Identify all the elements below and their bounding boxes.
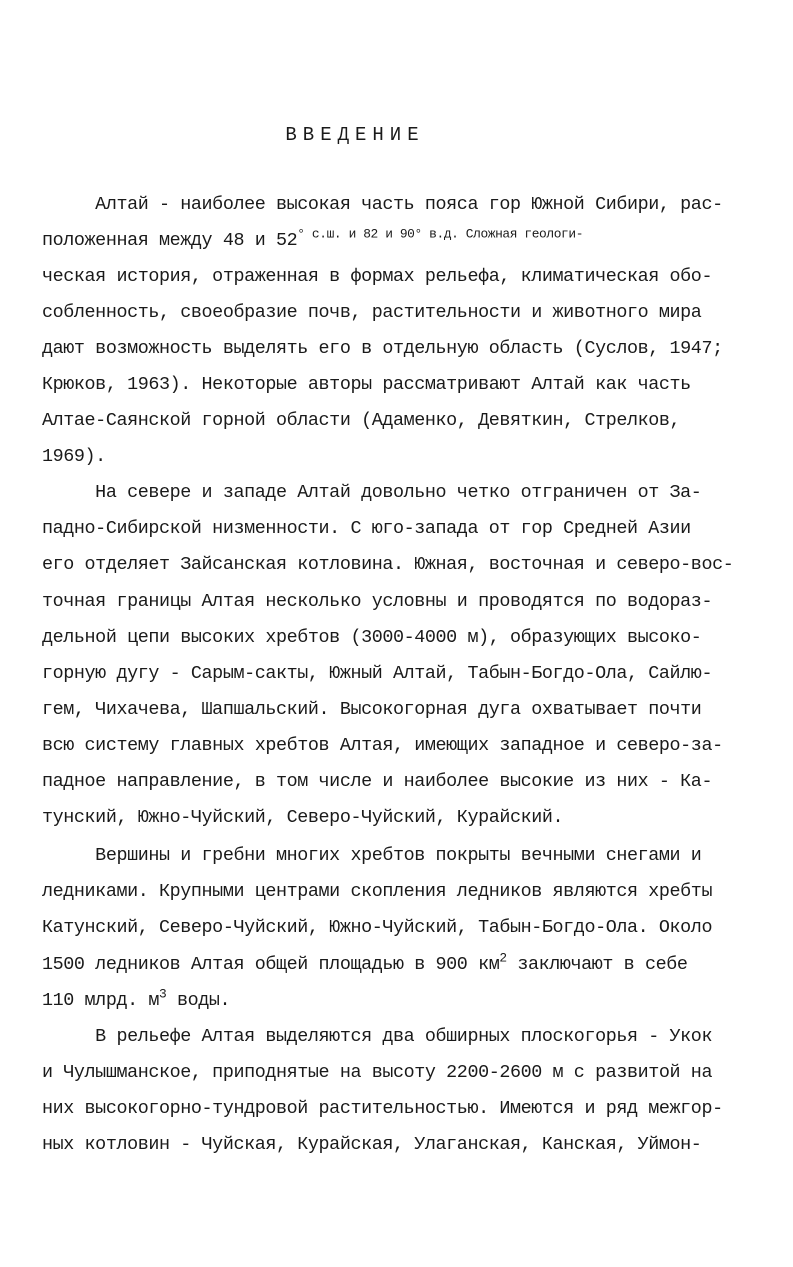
- text-line: Крюков, 1963). Некоторые авторы рассматривают Алтай как часть: [42, 374, 691, 395]
- text-line: Алтай - наиболее высокая часть пояса гор Южной Сибири, рас-: [42, 194, 723, 215]
- text-line: ных котловин - Чуйская, Курайская, Улаганская, Канская, Уймон-: [42, 1134, 702, 1155]
- text-line: тунский, Южно-Чуйский, Северо-Чуйский, Курайский.: [42, 807, 564, 828]
- text-line: падное направление, в том числе и наиболее высокие из них - Ка-: [42, 771, 713, 792]
- text-line: точная границы Алтая несколько условны и проводятся по водораз-: [42, 591, 713, 612]
- page-title: ВВЕДЕНИЕ: [285, 124, 425, 146]
- text-line: На севере и западе Алтай довольно четко отграничен от За-: [42, 482, 702, 503]
- text-line: Вершины и гребни многих хребтов покрыты вечными снегами и: [42, 845, 702, 866]
- text-line: В рельефе Алтая выделяются два обширных плоскогорья - Укок: [42, 1026, 713, 1047]
- text-line: 110 млрд. $м^3$ воды.: [42, 986, 231, 1011]
- text-line: Катунский, Северо-Чуйский, Южно-Чуйский, Табын-Богдо-Ола. Около: [42, 917, 713, 938]
- text-line: 1969).: [42, 446, 106, 467]
- text-line: всю систему главных хребтов Алтая, имеющих западное и северо-за-: [42, 735, 723, 756]
- text-line: падно-Сибирской низменности. С юго-запада от гор Средней Азии: [42, 518, 691, 539]
- text-line: его отделяет Зайсанская котловина. Южная, восточная и северо-вос-: [42, 554, 734, 575]
- text-line: ледниками. Крупными центрами скопления ледников являются хребты: [42, 881, 713, 902]
- text-line: дают возможность выделять его в отдельную область (Суслов, 1947;: [42, 338, 723, 359]
- text-line: ческая история, отраженная в формах рельефа, климатическая обо-: [42, 266, 713, 287]
- text-line: Алтае-Саянской горной области (Адаменко, Девяткин, Стрелков,: [42, 410, 681, 431]
- text-line: собленность, своеобразие почв, растительности и животного мира: [42, 302, 702, 323]
- text-line: горную дугу - Сарым-сакты, Южный Алтай, Табын-Богдо-Ола, Сайлю-: [42, 663, 713, 684]
- text-line: дельной цепи высоких хребтов (3000-4000 м), образующих высоко-: [42, 627, 702, 648]
- text-line: и Чулышманское, приподнятые на высоту 2200-2600 м с развитой на: [42, 1062, 713, 1083]
- text-line: гем, Чихачева, Шапшальский. Высокогорная дуга охватывает почти: [42, 699, 702, 720]
- text-line: 1500 ледников Алтая общей площадью в 900 $км^2$ заключают в себе: [42, 950, 688, 975]
- text-line: них высокогорно-тундровой растительностью. Имеются и ряд межгор-: [42, 1098, 723, 1119]
- text-line: положенная между 48 и $52^{^\circ с.ш. и 82 и 90^\circ в.д. Сложная геологи-}$: [42, 226, 584, 251]
